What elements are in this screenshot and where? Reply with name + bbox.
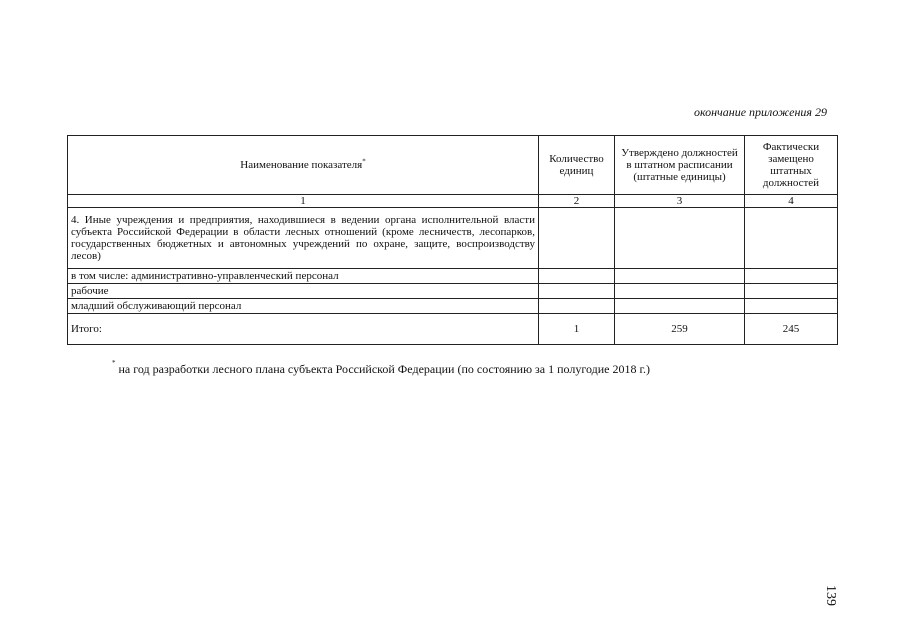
table-row: [68, 299, 838, 314]
page-number: 139: [823, 585, 838, 606]
row-units: [539, 299, 615, 314]
column-number: 1: [68, 195, 539, 208]
total-label: Итого:: [68, 314, 539, 345]
footnote-text: на год разработки лесного плана субъекта Российской Федерации (по состоянию за 1 полугодие 2018 г.): [118, 362, 651, 376]
header-approved-positions: Утверждено должностей в штатном расписании (штатные единицы): [615, 136, 745, 195]
footnote: [112, 359, 651, 377]
header-footnote-mark: *: [362, 157, 366, 166]
row-actual: [745, 299, 838, 314]
row-name: в том числе: административно-управленческий персонал: [68, 269, 539, 284]
row-units: [539, 284, 615, 299]
row-name: рабочие: [68, 284, 539, 299]
row-units: [539, 208, 615, 269]
total-row: [68, 314, 838, 345]
row-approved: [615, 299, 745, 314]
column-number: 3: [615, 195, 745, 208]
row-approved: [615, 269, 745, 284]
column-number: 4: [745, 195, 838, 208]
header-indicator-name: [68, 136, 539, 195]
staffing-table: [67, 135, 838, 345]
column-number: 2: [539, 195, 615, 208]
header-actual-positions: Фактически замещено штатных должностей: [745, 136, 838, 195]
total-approved: 259: [615, 314, 745, 345]
table-row: [68, 284, 838, 299]
header-indicator-name-label: Наименование показателя: [240, 159, 363, 171]
row-actual: [745, 269, 838, 284]
table-row: [68, 269, 838, 284]
column-number-row: [68, 195, 838, 208]
header-units: Количество единиц: [539, 136, 615, 195]
row-actual: [745, 208, 838, 269]
total-units: 1: [539, 314, 615, 345]
table-row: [68, 208, 838, 269]
table-header-row: [68, 136, 838, 195]
row-approved: [615, 284, 745, 299]
row-actual: [745, 284, 838, 299]
appendix-caption: окончание приложения 29: [693, 105, 827, 119]
row-approved: [615, 208, 745, 269]
row-name: 4. Иные учреждения и предприятия, находившиеся в ведении органа исполнительной власти субъекта Российской Федерации в области лесных отношений (кроме лесничеств, лесопарков, государственных бюджетных и автономных учреждений по охране, защите, воспроизводству лесов): [68, 208, 539, 269]
row-name: младший обслуживающий персонал: [68, 299, 539, 314]
footnote-mark: *: [112, 359, 116, 367]
row-units: [539, 269, 615, 284]
total-actual: 245: [745, 314, 838, 345]
